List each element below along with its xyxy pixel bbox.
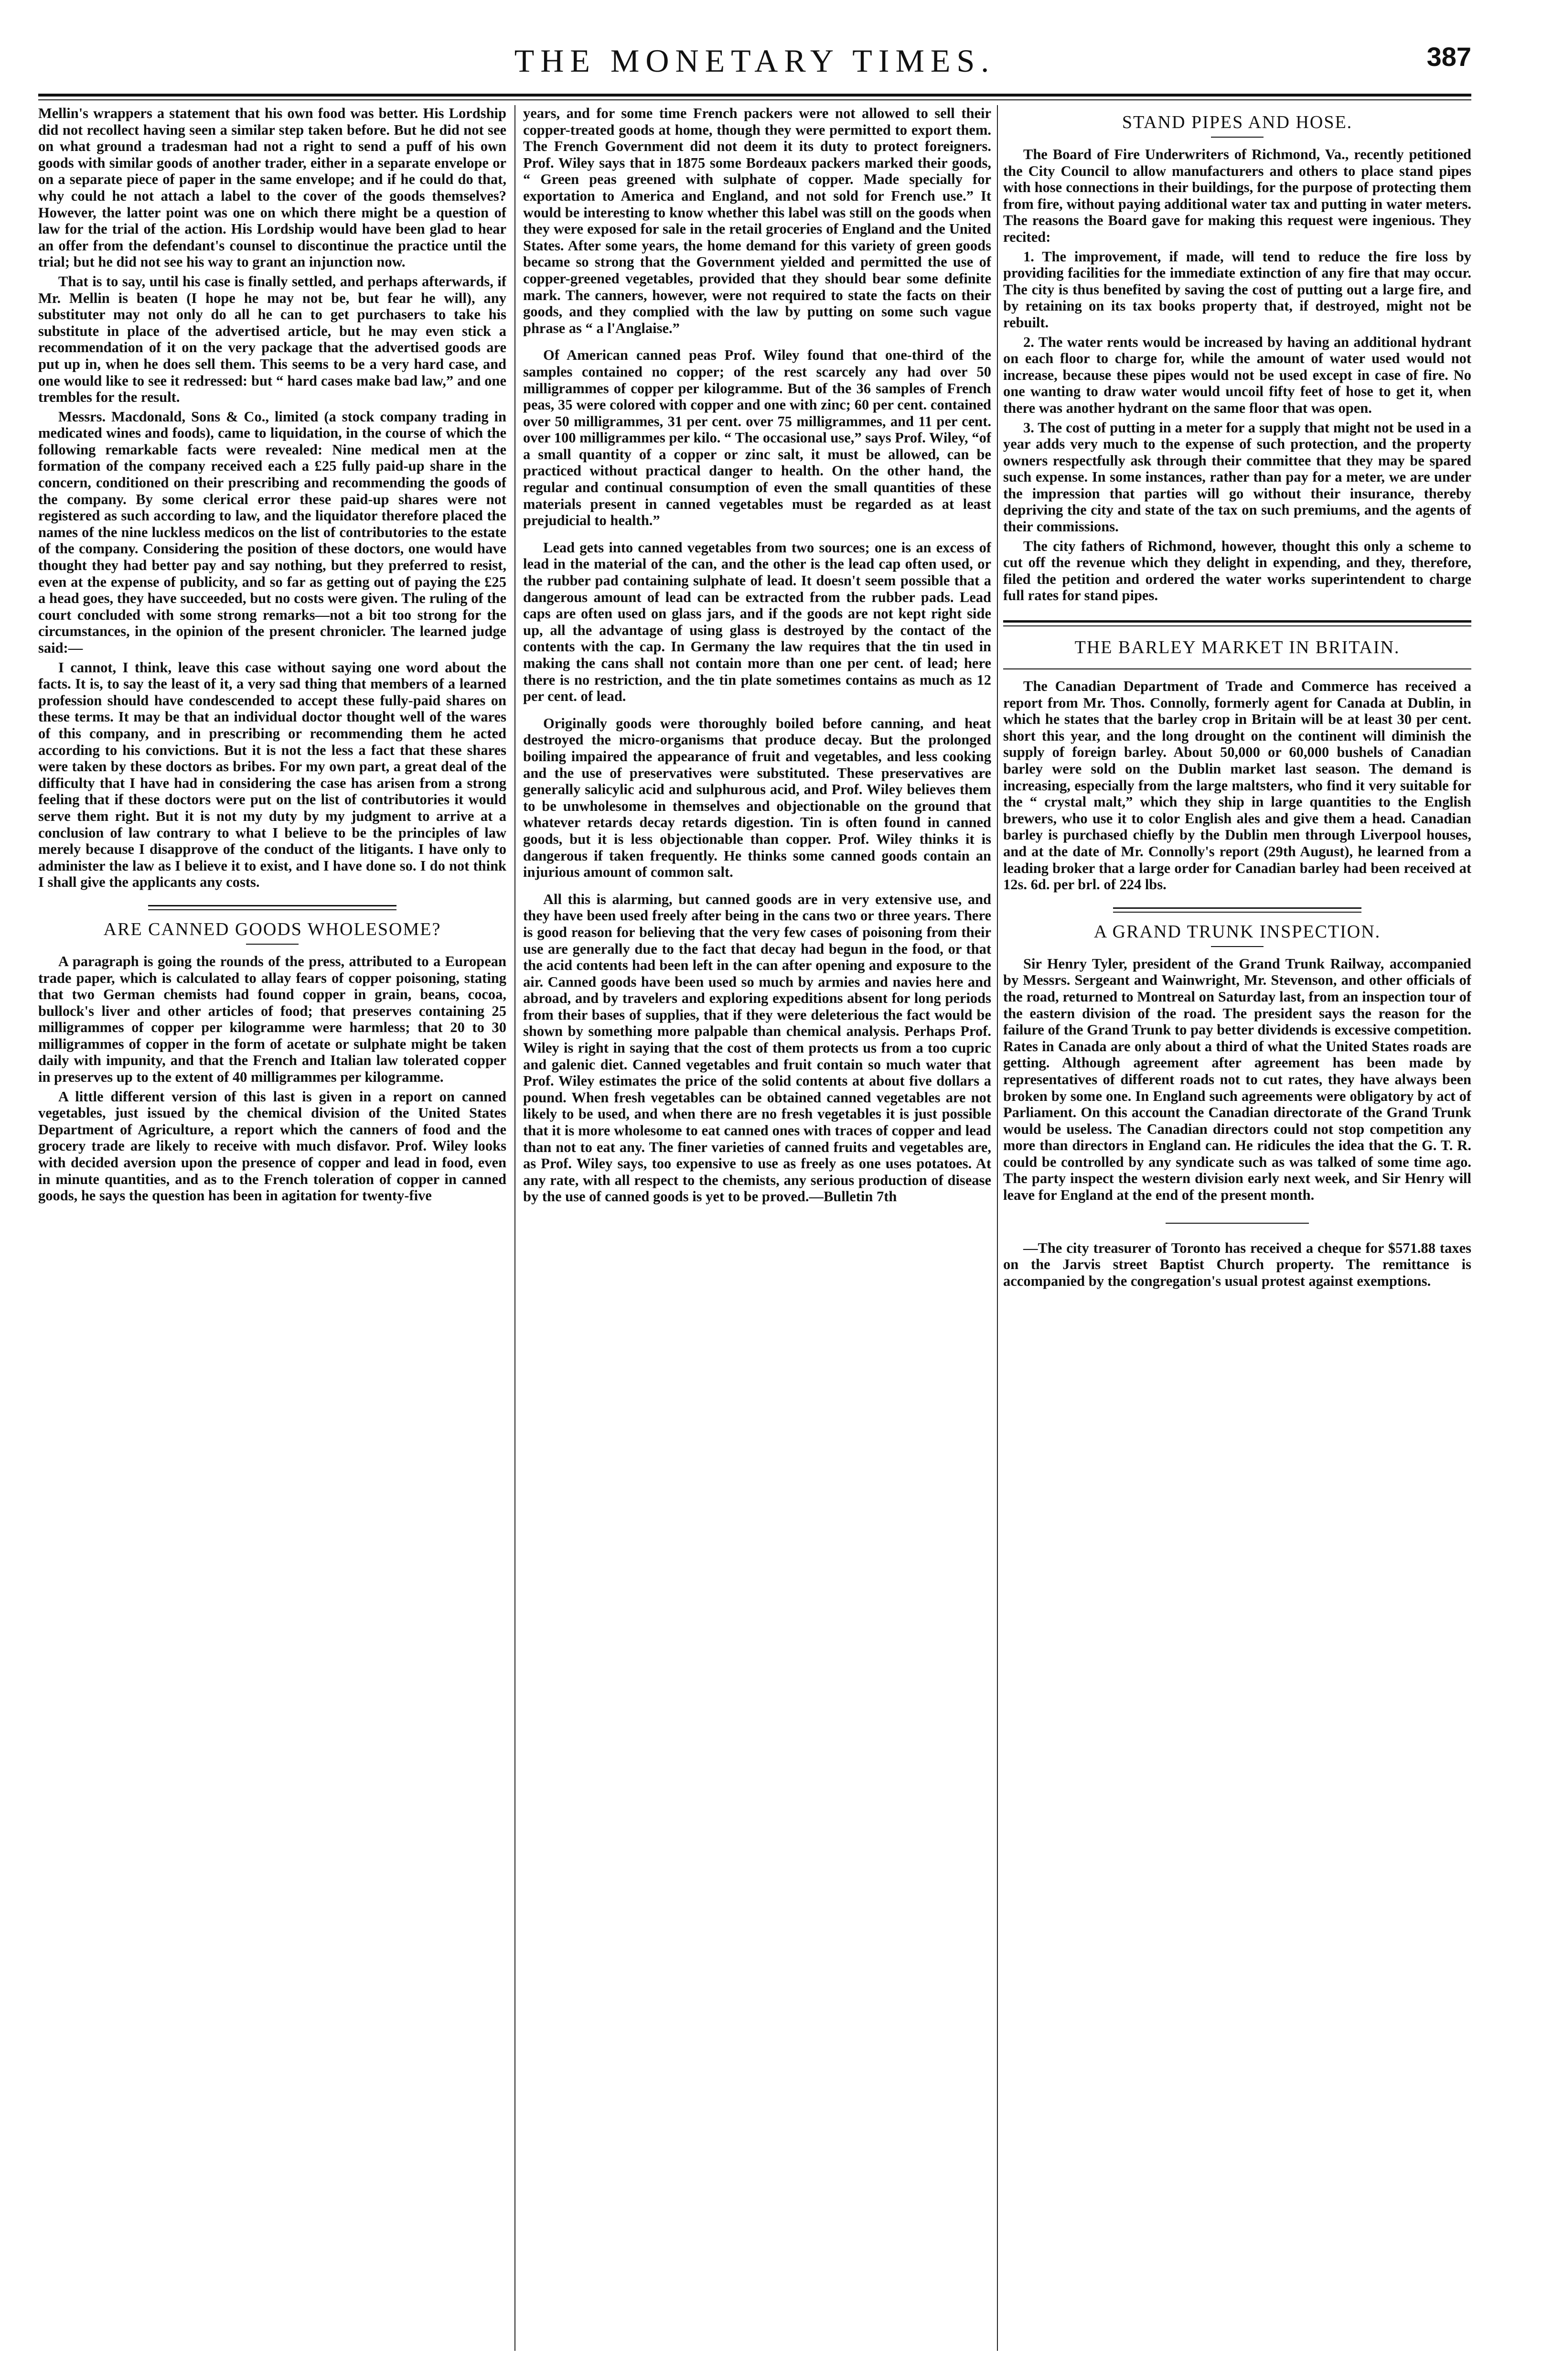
column-1 xyxy=(38,105,506,2351)
heading-rule xyxy=(1003,668,1471,669)
paragraph: Sir Henry Tyler, president of the Grand Trunk Railway, accompanied by Messrs. Sergeant and Wainwright, Mr. Stevenson, and other officials of the road, returned to Montreal on Saturday last, from an inspection tour of the eastern division of the road. The president says the reason for the failure of the Grand Trunk to pay better dividends is excessive competition. Rates in Canada are only about a third of what the United States roads are getting. Although agreement after agreement has been made by representatives of different roads not to cut rates, they have always been broken by some one. In England such agreements were obligatory by act of Parliament. On this account the Canadian directorate of the Grand Trunk would be useless. The Canadian directors could not stop competition any more than directors in England can. He ridicules the idea that the G. T. R. could be controlled by any syndicate such as was talked of some time ago. The party inspect the western division early next week, and Sir Henry will leave for England at the end of the present month. xyxy=(1003,955,1471,1204)
article-heading: STAND PIPES AND HOSE. xyxy=(1122,112,1353,132)
section-rule xyxy=(148,905,396,910)
paragraph: Lead gets into canned vegetables from two sources; one is an excess of lead in the material of the can, and the other is the lead cap often used, or the rubber pad containing sulphate of lead. It doesn't seem possible that a dangerous amount of lead can be extracted from the rubber pads. Lead caps are often used on glass jars, and if the goods are not kept right side up, all the advantage of using glass is destroyed by the contact of the contents with the cap. In Germany the law requires that the tin used in making the cans shall not contain more than one per cent. of lead; here there is no restriction, and the tin plate sometimes contains as much as 12 per cent. of lead. xyxy=(523,539,991,705)
newspaper-title: THE MONETARY TIMES. xyxy=(514,43,996,79)
page-number: 387 xyxy=(1426,42,1471,72)
paragraph: That is to say, until his case is finally settled, and perhaps afterwards, if Mr. Mellin is beaten (I hope he may not be, but fear he will), any substituter may not only do all he can to get purchasers to take his substitute in place of the advertised article, but he may even stick a recommendation of it on the very package that the advertised goods are put up in, when he does sell them. This seems to be a very hard case, and one would like to see it redressed: but “ hard cases make bad law,” and one trembles for the result. xyxy=(38,273,506,406)
paragraph: Mellin's wrappers a statement that his own food was better. His Lordship did not recollect having seen a similar step taken before. But he did not see on what ground a tradesman had not a right to send a puff of his own goods with similar goods of another trader, either in a separate envelope or on a separate piece of paper in the same envelope; and if he could do that, why could he not attach a label to the cover of the goods themselves? However, the latter point was one on which there might be a question of law for the trial of the action. His Lordship would have been glad to hear an offer from the defendant's counsel to discontinue the practice until the trial; but he did not see his way to grant an injunction now. xyxy=(38,105,506,270)
quoted-paragraph: I cannot, I think, leave this case without saying one word about the facts. It is, to say the least of it, a very sad thing that members of a learned profession should have condescended to accept these fully-paid shares on these terms. It may be that an individual doctor thought well of the wares of this company, and in prescribing or recommending them he acted according to his convictions. But it is not the less a fact that these shares were taken by these doctors as bribes. For my own part, a great deal of the difficulty that I have had in considering the case has arisen from a strong feeling that if these doctors were put on the list of contributories it would serve them right. But it is not my duty by my judgment to arrive at a conclusion of law contrary to what I believe to be the principles of law merely because I disapprove of the conduct of the litigants. I have only to administer the law as I believe it to exist, and I have done so. I do not think I shall give the applicants any costs. xyxy=(38,659,506,891)
column-divider xyxy=(514,105,515,2351)
section-rule xyxy=(1003,620,1471,626)
heading-rule xyxy=(1211,137,1264,138)
paragraph: The city fathers of Richmond, however, thought this only a scheme to cut off the revenue which they delight in expending, and they, therefore, filed the petition and ordered the water works superintendent to charge full rates for stand pipes. xyxy=(1003,538,1471,604)
article-heading: ARE CANNED GOODS WHOLESOME? xyxy=(103,919,441,939)
masthead xyxy=(38,33,1471,86)
paragraph: A little different version of this last is given in a report on canned vegetables, just issued by the chemical division of the United States Department of Agriculture, a report which the canners of food and the grocery trade are likely to receive with much disfavor. Prof. Wiley looks with decided aversion upon the presence of copper and lead in food, even in minute quantities, and as to the French toleration of copper in canned goods, he says the question has been in agitation for twenty-five xyxy=(38,1088,506,1204)
heading-rule xyxy=(1211,946,1264,947)
article-heading: A GRAND TRUNK INSPECTION. xyxy=(1093,921,1381,942)
paragraph: 1. The improvement, if made, will tend to reduce the fire loss by providing facilities for the immediate extinction of any fire that may occur. The city is thus benefited by saving the cost of putting out a large fire, and by retaining on its tax books property that, if destroyed, might not be rebuilt. xyxy=(1003,248,1471,331)
paragraph: All this is alarming, but canned goods are in very extensive use, and they have been used freely after being in the cans two or three years. There is good reason for believing that the very few cases of poisoning from their use are generally due to the fact that decay had begun in the food, or that the acid contents had been left in the can after opening and exposure to the air. Canned goods have been used so much by armies and navies here and abroad, and by travelers and exploring expeditions absent for long periods from their bases of supplies, that if they were deleterious the fact would be shown by something more palpable than chemical analysis. Perhaps Prof. Wiley is right in saying that the cost of them protects us from a too cupric and galenic diet. Canned vegetables and fruit contain so much water that Prof. Wiley estimates the price of the solid contents at about five dollars a pound. When fresh vegetables can be obtained canned vegetables are not likely to be used, and when there are no fresh vegetables it is just possible that it is more wholesome to eat canned ones with traces of copper and lead than not to eat any. The finer varieties of canned fruits and vegetables are, as Prof. Wiley says, too expensive to use as freely as one uses potatoes. At any rate, with all respect to the chemists, any serious production of disease by the use of canned goods is yet to be proved.—Bulletin 7th xyxy=(523,891,991,1205)
column-3 xyxy=(1003,105,1471,2351)
section-rule xyxy=(1113,907,1361,913)
paragraph: 3. The cost of putting in a meter for a supply that might not be used in a year adds very much to the expense of such protection, and the property owners respectfully ask through their committee that they may be spared such expense. In some instances, rather than pay for a meter, we are under the impression that parties will go without their insurance, thereby depriving the city and state of the tax on such premiums, and the agents of their commissions. xyxy=(1003,419,1471,535)
column-2 xyxy=(523,105,991,2351)
header-rule xyxy=(38,94,1471,97)
paragraph: The Canadian Department of Trade and Commerce has received a report from Mr. Thos. Connolly, formerly agent for Canada at Dublin, in which he states that the barley crop in Britain will be at least 30 per cent. short this year, and the long drought on the continent will diminish the supply of foreign barley. About 50,000 or 60,000 bushels of Canadian barley were sold on the Dublin market last season. The demand is increasing, especially from the large maltsters, who find it very suitable for the “ crystal malt,” which they ship in large quantities to the English brewers, who use it to color English ales and give them a head. Canadian barley is purchased chiefly by the Dublin men through Liverpool houses, and at the date of Mr. Connolly's report (29th August), he learned from a leading broker that a large order for Canadian barley had been received at 12s. 6d. per brl. of 224 lbs. xyxy=(1003,678,1471,893)
paragraph: 2. The water rents would be increased by having an additional hydrant on each floor to charge for, while the amount of water used would not increase, because these pipes would not be used except in case of fire. No one wanting to draw water would uncoil fifty feet of hose to get it, when there was another hydrant on the same floor that was open. xyxy=(1003,334,1471,416)
paragraph: Of American canned peas Prof. Wiley found that one-third of the samples contained no copper; of the rest scarcely any had over 50 milligrammes of copper per kilogramme. But of the 36 samples of French peas, 35 were colored with copper and one with zinc; 60 per cent. contained over 50 milligrammes, 31 per cent. over 75 milligrammes, and 11 per cent. over 100 milligrammes per kilo. “ The occasional use,” says Prof. Wiley, “of a small quantity of a copper or zinc salt, it must be allowed, can be practiced without practical danger to health. On the other hand, the regular and continual consumption of even the small quantities of these materials present in canned vegetables must be regarded as at least prejudicial to health.” xyxy=(523,347,991,529)
heading-rule xyxy=(246,944,299,945)
paragraph: Originally goods were thoroughly boiled before canning, and heat destroyed the micro-organisms that produce decay. But the prolonged boiling impaired the appearance of fruit and vegetables, and less cooking and the use of preservatives were substituted. These preservatives are generally salicylic acid and sulphurous acid, and Prof. Wiley believes them to be unwholesome in themselves and objectionable on the ground that whatever retards decay retards digestion. Tin is often found in canned goods, but it is less objectionable than copper. Prof. Wiley thinks it is dangerous if taken frequently. He thinks some canned goods contain an injurious amount of common salt. xyxy=(523,715,991,881)
paragraph: The Board of Fire Underwriters of Richmond, Va., recently petitioned the City Council to allow manufacturers and others to place stand pipes with hose connections in their buildings, for the purpose of protecting them from fire, without paying additional water tax and putting in water meters. The reasons the Board gave for making this request were ingenious. They recited: xyxy=(1003,146,1471,245)
paragraph: A paragraph is going the rounds of the press, attributed to a European trade paper, which is calculated to allay fears of copper poisoning, stating that two German chemists had found copper in grain, beans, cocoa, bullock's liver and other articles of food; that preserves containing 25 milligrammes of copper per kilogramme were harmless; that 20 to 30 milligrammes of copper in the form of acetate or sulphate might be taken daily with impunity, and that the French and Italian law tolerated copper in preserves up to the extent of 40 milligrammes per kilogramme. xyxy=(38,953,506,1086)
header-rule-thin xyxy=(38,99,1471,100)
paragraph: Messrs. Macdonald, Sons & Co., limited (a stock company trading in medicated wines and foods), came to liquidation, in the course of which the following remarkable facts were revealed: Nine medical men at the formation of the company received each a £25 fully paid-up share in the concern, conditioned on their prescribing and recommending the goods of the company. By some clerical error these paid-up shares were not registered as such according to law, and the liquidator therefore placed the names of the nine luckless medicos on the list of contributories to the estate of the company. Considering the position of these doctors, one would have thought they had better pay and say nothing, but they preferred to resist, even at the expense of publicity, and so far as getting out of paying the £25 a head goes, they have succeeded, but no costs were given. The ruling of the court concluded with some strong remarks—not a bit too strong for the circumstances, in the opinion of the present chronicler. The learned judge said:— xyxy=(38,408,506,656)
paragraph: years, and for some time French packers were not allowed to sell their copper-treated goods at home, though they were permitted to export them. The French Government did not deem it its duty to protect foreigners. Prof. Wiley says that in 1875 some Bordeaux packers marked their goods, “ Green peas greened with sulphate of copper. Made specially for exportation to America and England, and not sold for French use.” It would be interesting to know whether this label was still on the goods when they were exposed for sale in the retail groceries of England and the United States. After some years, the home demand for this variety of green goods became so strong that the Government yielded and permitted the use of copper-greened vegetables, provided that they should bear some definite mark. The canners, however, were not required to state the facts on their goods, and they complied with the law by putting on some such vague phrase as “ a l'Anglaise.” xyxy=(523,105,991,336)
column-divider xyxy=(997,105,998,2351)
separator-rule xyxy=(1166,1223,1309,1224)
news-note: —The city treasurer of Toronto has received a cheque for $571.88 taxes on the Jarvis street Baptist Church property. The remittance is accompanied by the congregation's usual protest against exemptions. xyxy=(1003,1239,1471,1289)
article-heading: THE BARLEY MARKET IN BRITAIN. xyxy=(1074,637,1400,658)
